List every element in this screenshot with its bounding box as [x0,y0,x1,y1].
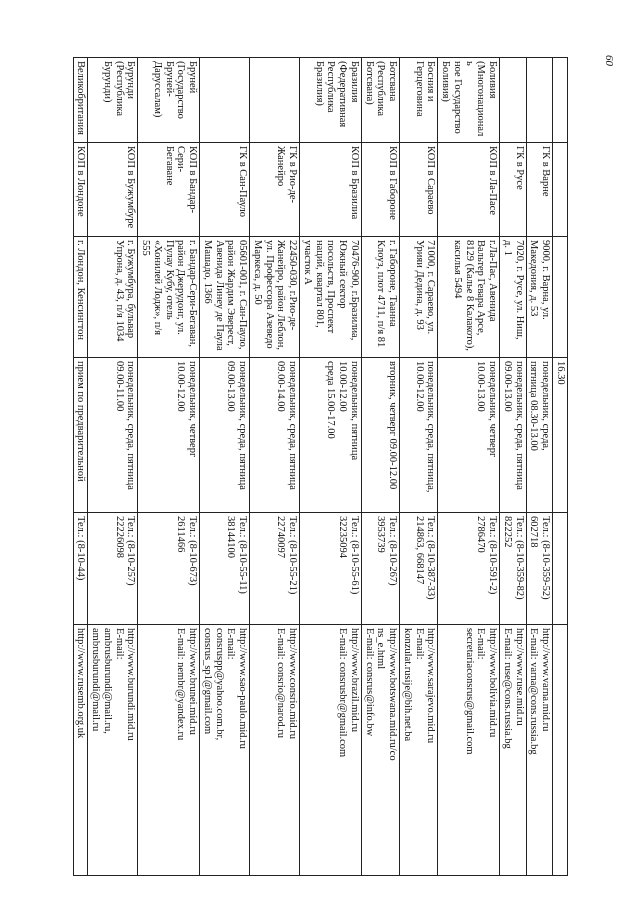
hours-cell: прием по предварительной [73,358,88,513]
phone-cell: Тел.: (8-10-359-52) 602718 [526,513,553,625]
hours-cell: понедельник, среда, пятница 09.00-14.00 [250,358,300,513]
phone-cell: Тел.: (8-10-387-33) 214863, 668147 [400,513,438,625]
country-cell: Боливия (Многонациональ ное Государство Боливия) [438,58,500,143]
phone-cell: Тел.: (8-10-359-82) 822252 [500,513,527,625]
table-row [553,58,568,876]
address-cell: 70476-900, г.Бразилиа, Южный сектор посольств, Проспект наций, квартал 801, участок А [300,237,362,358]
address-cell: 71000, г. Сараево, ул. Урияи Дедина, д. 93 [400,237,438,358]
address-cell: г. Габороне, Таанна Клоуз, плот 4711, п/я 81 [362,237,400,358]
mission-cell [553,143,568,237]
country-cell [500,58,527,143]
table-row [526,58,553,876]
contacts-cell: http://www.botswana.mid.ru/co ns_e.html E-mail: consrus@info.bw [362,625,400,876]
phone-cell: Тел.: (8-10-55-11) 38144100 [200,513,250,625]
address-cell: 9000, г. Варна, ул. Македония, д. 53 [526,237,553,358]
table-row [300,58,362,876]
table-row [200,58,250,876]
phone-cell: Тел.: (8-10-267) 3953739 [362,513,400,625]
country-cell [526,58,553,143]
hours-cell: понедельник, четверг 10.00-12.00 [138,358,200,513]
mission-cell: КОП в Габороне [362,143,400,237]
mission-cell: ГК в Рио-де-Жанейро [250,143,300,237]
hours-cell: понедельник, среда, пятница 08.30-13.00 [526,358,553,513]
address-cell: 05601-001, г. Сан-Пауло, район Жардим Эверест, Авенида Линеу де Паула Машадо, 1366 [200,237,250,358]
table-row [362,58,400,876]
address-cell [553,237,568,358]
consulates-table-wrapper [75,57,568,875]
contacts-cell: http://www.ruse.mid.ru E-mail: ruse@cons.russia.bg [500,625,527,876]
contacts-cell: http://www.sarajevo.mid.ru E-mail: konzulat.rusije@bih.net.ba [400,625,438,876]
contacts-cell: http://www.rusemb.org.uk [73,625,88,876]
table-row [73,58,88,876]
phone-cell: Тел.: (8-10-44) [73,513,88,625]
hours-cell: 16.30 [553,358,568,513]
country-cell [200,58,250,143]
address-cell: 7020, г. Русе, ул. Ниш, д. 1 [500,237,527,358]
address-cell: г. Лондон, Кенсингтон [73,237,88,358]
country-cell: Бразилия (Федеративная Республика Бразилия) [300,58,362,143]
mission-cell: ГК в Сан-Пауло [200,143,250,237]
hours-cell: понедельник, среда, пятница 09.00-13.00 [200,358,250,513]
phone-cell: Тел.: (8-10-591-2) 2786470 [438,513,500,625]
table-row [88,58,138,876]
mission-cell: КОП в Бандар-Сери- Бегаване [138,143,200,237]
contacts-cell: http://www.brunei.mid.ru E-mail: nembr@yandex.ru [138,625,200,876]
address-cell: г. Бандар-Сери-Бегаван, район Джерудонг, ул. Пулау Кубу, отель «Хонилей Лодж», п/я 555 [138,237,200,358]
hours-cell: вторник, четверг 09.00-12.00 [362,358,400,513]
table-row [500,58,527,876]
phone-cell: Тел.: (8-10-55-61) 32235094 [300,513,362,625]
hours-cell: понедельник, пятница 10.00-12.00 среда 15.00-17.00 [300,358,362,513]
country-cell: Ботсвана (Республика Ботсвана) [362,58,400,143]
table-row [138,58,200,876]
address-cell: г.Ла-Пас, Авенида Вальтер Гевара Арсе, 8129 (Калье 8 Калакото), касилья 5494 [438,237,500,358]
table-row [250,58,300,876]
table-row [400,58,438,876]
contacts-cell: http://www.brazil.mid.ru E-mail: consrusbr@gmail.com [300,625,362,876]
contacts-cell: http://www.bolivia.mid.ru E-mail: secretariaconsrus@gmail.com [438,625,500,876]
address-cell: 22450-030, г.Рио-де- Жанейро, район Леблон, ул. Профессора Азеведо Маркеса, д. 50 [250,237,300,358]
country-cell: Босния и Герцеговина [400,58,438,143]
country-cell: Бурунди (Республика Бурунди) [88,58,138,143]
country-cell: Бруней (Государство Бруней- Даруссалам) [138,58,200,143]
country-cell: Великобритания [73,58,88,143]
page-number: 60 [603,55,615,66]
address-cell: г. Бужумбура, бульвар Упрона, д. 43, п/я 1034 [88,237,138,358]
contacts-cell: http://www.sao-paulo.mid.ru E-mail: consruspp@yahoo.com.br, consrus_sp1@gmail.com [200,625,250,876]
contacts-cell [553,625,568,876]
phone-cell: Тел.: (8-10-673) 2611466 [138,513,200,625]
contacts-cell: http://www.varna.mid.ru E-mail: varna@cons.russia.bg [526,625,553,876]
mission-cell: ГК в Варне [526,143,553,237]
table-row [438,58,500,876]
table-body [73,58,567,876]
mission-cell: КОП в Сараево [400,143,438,237]
country-cell [553,58,568,143]
contacts-cell: http://www.burundi.mid.ru E-mail: ambrusburundi@mail.ru, ambrusburundi@mail.ru [88,625,138,876]
mission-cell: ГК в Русе [500,143,527,237]
phone-cell: Тел.: (8-10-257) 22226098 [88,513,138,625]
country-cell [250,58,300,143]
hours-cell: понедельник, среда, пятница 09.00-13.00 [500,358,527,513]
hours-cell: понедельник, четверг 10.00-13.00 [438,358,500,513]
mission-cell: КОП в Ла-Пасе [438,143,500,237]
hours-cell: понедельник, среда, пятница, 10.00-12.00 [400,358,438,513]
consulates-table [73,57,568,876]
phone-cell: Тел.: (8-10-55-21) 22740097 [250,513,300,625]
phone-cell [553,513,568,625]
mission-cell: КОП в Бразилиа [300,143,362,237]
mission-cell: КОП в Лондоне [73,143,88,237]
hours-cell: понедельник, среда, пятница 09.00-11.00 [88,358,138,513]
contacts-cell: http://www.consrio.mid.ru E-mail: consrio@narod.ru [250,625,300,876]
mission-cell: КОП в Бужумбуре [88,143,138,237]
